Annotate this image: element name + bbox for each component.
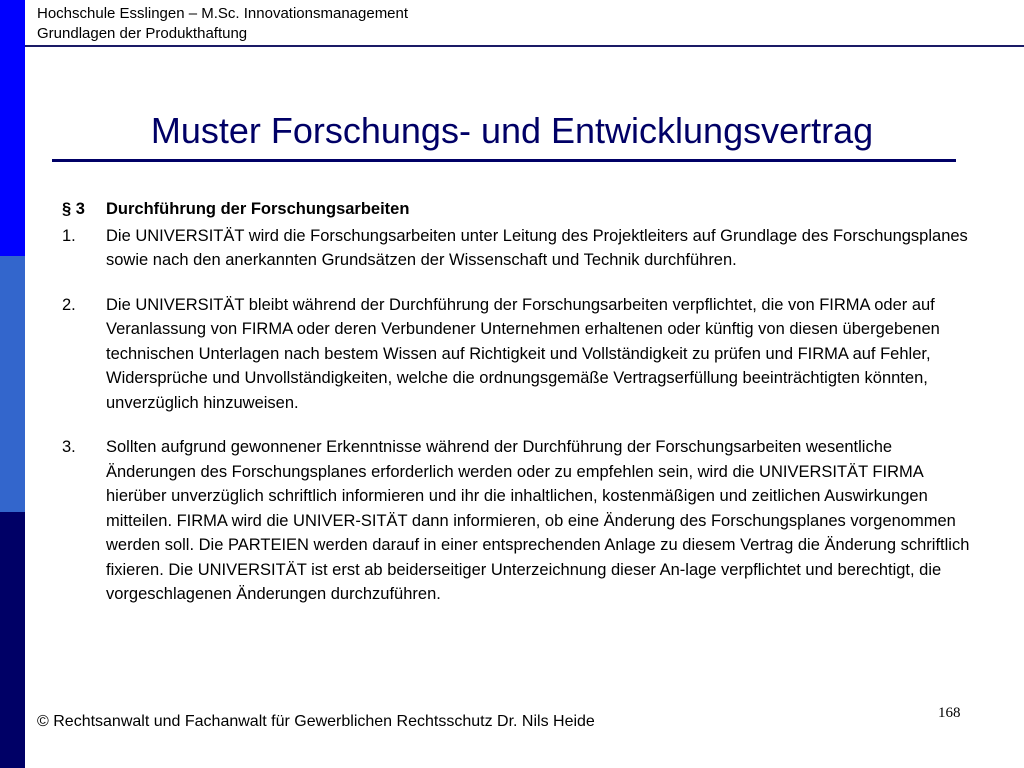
list-item-number: 2. xyxy=(62,295,76,314)
section-heading xyxy=(62,197,982,222)
list-item-2 xyxy=(62,293,982,416)
page-number: 168 xyxy=(938,705,961,721)
slide-title: Muster Forschungs- und Entwicklungsvertrag xyxy=(150,110,874,151)
footer-copyright: © Rechtsanwalt und Fachanwalt für Gewerblichen Rechtsschutz Dr. Nils Heide xyxy=(37,713,595,730)
header-institution: Hochschule Esslingen – M.Sc. Innovationsmanagement xyxy=(37,5,409,22)
accent-bar-bottom xyxy=(0,512,25,768)
left-accent-bar xyxy=(0,0,25,768)
header-course: Grundlagen der Produkthaftung xyxy=(37,25,248,42)
list-item-1 xyxy=(62,224,982,273)
section-title: Durchführung der Forschungsarbeiten xyxy=(106,200,410,218)
list-item-number: 3. xyxy=(62,438,76,456)
list-item-text: Sollten aufgrund gewonnener Erkenntnisse während der Durchführung der Forschungsarbeiten wesentliche Änderungen des Forschungsplanes erforderlich werden oder zu empfehlen sein, wird die UNIVERSITÄT FIRMA hierüber unverzüglich schriftlich informieren und ihr die inhaltlichen, kostenmäßigen und zeitlichen Auswirkungen mitteilen. FIRMA wird die UNIVER-SITÄT dann informieren, ob eine Änderung des Forschungsplanes vorgenommen werden soll. Die PARTEIEN werden darauf in einer entsprechenden Anlage zu diesem Vertrag die Änderung schriftlich fixieren. Die UNIVERSITÄT ist erst ab beiderseitiger Unterzeichnung dieser An-lage verpflichtet und berechtigt, die vorgeschlagenen Änderungen durchzuführen. xyxy=(106,438,970,603)
title-underline xyxy=(52,159,956,162)
list-item-text: Die UNIVERSITÄT bleibt während der Durchführung der Forschungsarbeiten verpflichtet, die von FIRMA oder auf Veranlassung von FIRMA oder deren Verbundener Unternehmen erhaltenen oder künftig von diesen übergebenen technischen Unterlagen nach bestem Wissen auf Richtigkeit und Vollständigkeit zu prüfen und FIRMA auf Fehler, Widersprüche und Unvollständigkeiten, welche die ordnungsgemäße Vertragserfüllung beeinträchtigten könnten, unverzüglich hinzuweisen. xyxy=(106,295,940,412)
slide-header xyxy=(37,4,408,44)
list-item-text: Die UNIVERSITÄT wird die Forschungsarbeiten unter Leitung des Projektleiters auf Grundlage des Forschungsplanes sowie nach den anerkannten Grundsätzen der Wissenschaft und Technik durchführen. xyxy=(106,226,968,269)
section-number: § 3 xyxy=(62,200,85,218)
accent-bar-middle xyxy=(0,256,25,512)
slide-body xyxy=(62,197,982,607)
accent-bar-top xyxy=(0,0,25,256)
list-item-3 xyxy=(62,435,982,607)
list-item-number: 1. xyxy=(62,226,76,245)
header-divider xyxy=(25,45,1024,47)
